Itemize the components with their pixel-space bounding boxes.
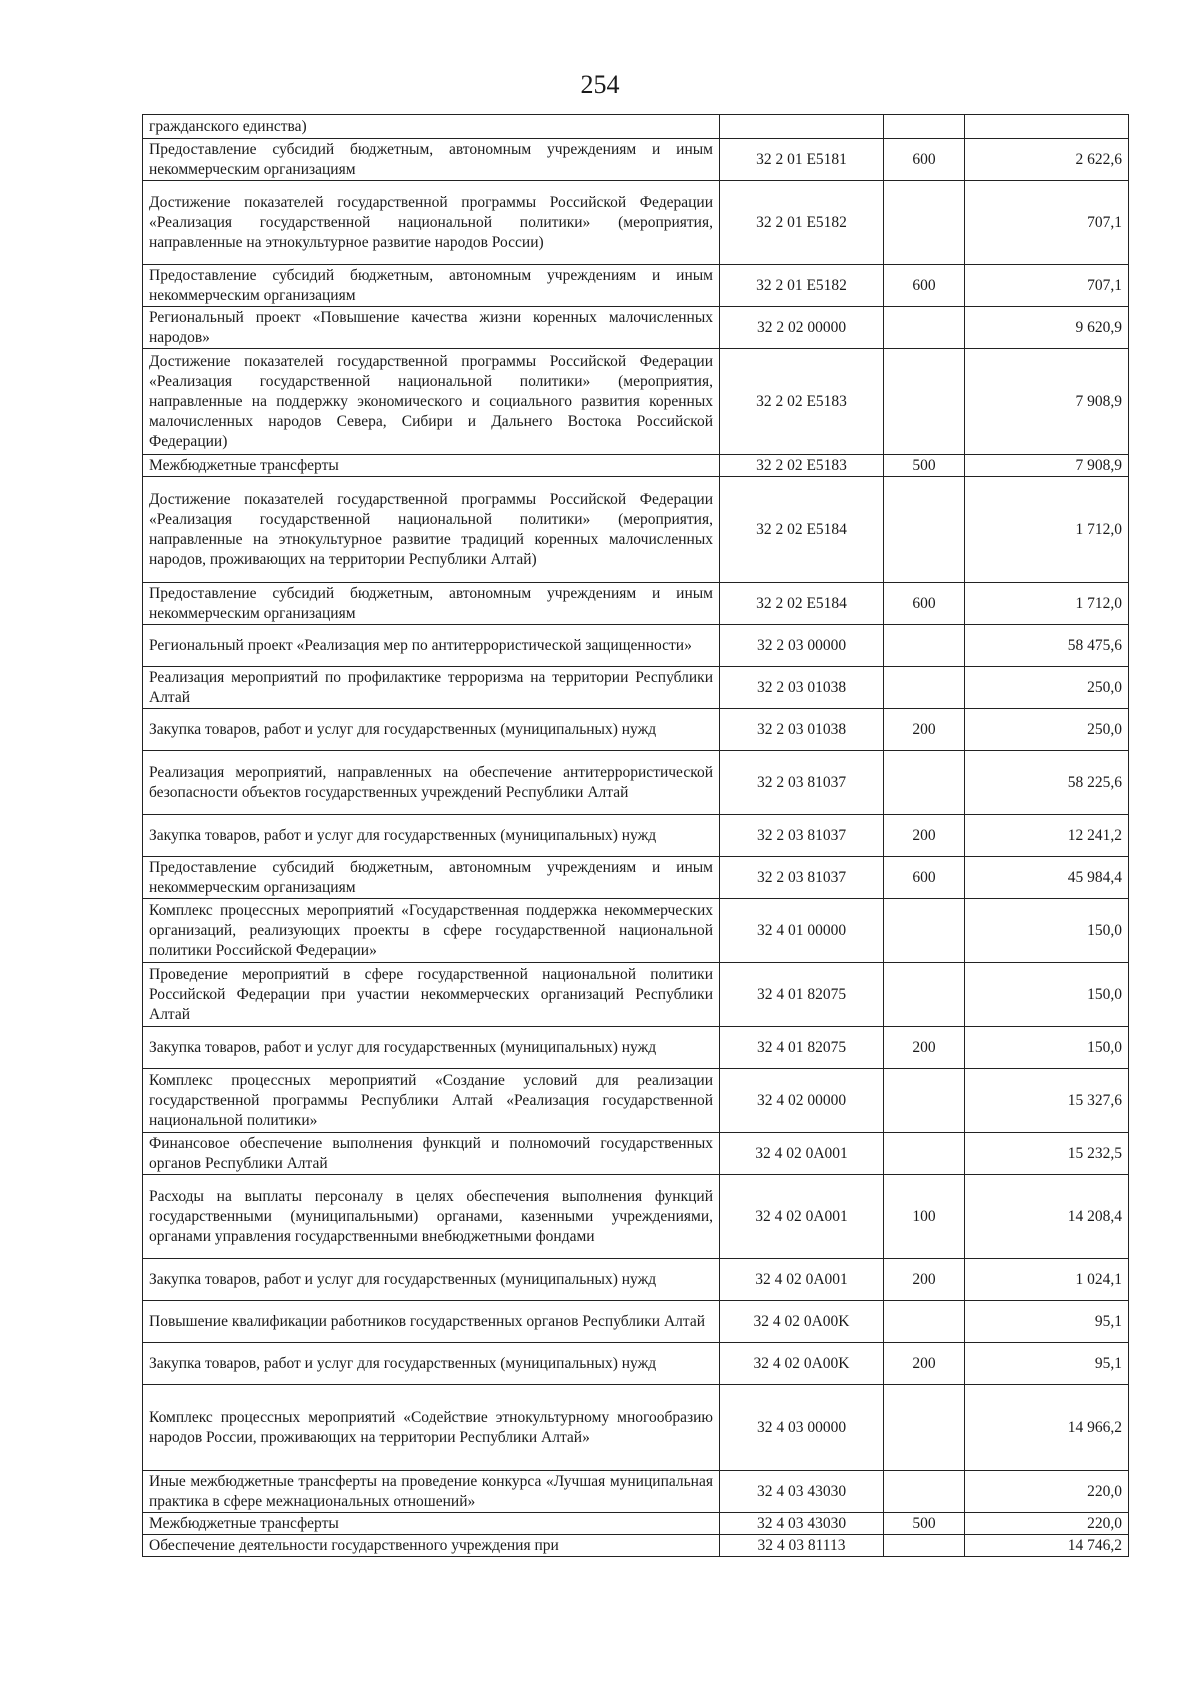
cell-name: Достижение показателей государственной программы Российской Федерации «Реализация государственной национальной политики» (мероприятия, направленные на этнокультурное развитие народов России)	[143, 181, 720, 265]
cell-code: 32 4 03 00000	[720, 1385, 884, 1471]
cell-sum: 9 620,9	[965, 307, 1129, 349]
cell-sum: 150,0	[965, 963, 1129, 1027]
table-row	[143, 1471, 1129, 1513]
cell-code: 32 2 03 01038	[720, 667, 884, 709]
cell-code: 32 2 01 E5181	[720, 139, 884, 181]
cell-sum: 14 208,4	[965, 1175, 1129, 1259]
cell-name: Обеспечение деятельности государственного учреждения при	[143, 1535, 720, 1557]
cell-sum: 14 746,2	[965, 1535, 1129, 1557]
cell-sum: 220,0	[965, 1513, 1129, 1535]
cell-code: 32 4 02 0A001	[720, 1175, 884, 1259]
cell-code: 32 4 01 82075	[720, 963, 884, 1027]
cell-name: Закупка товаров, работ и услуг для государственных (муниципальных) нужд	[143, 1343, 720, 1385]
table-row	[143, 815, 1129, 857]
cell-expense-type	[884, 625, 965, 667]
cell-code: 32 4 03 43030	[720, 1513, 884, 1535]
cell-name: Предоставление субсидий бюджетным, автономным учреждениям и иным некоммерческим организациям	[143, 583, 720, 625]
cell-code: 32 2 02 E5183	[720, 455, 884, 477]
cell-sum: 2 622,6	[965, 139, 1129, 181]
cell-expense-type	[884, 899, 965, 963]
table-row	[143, 477, 1129, 583]
cell-name: Межбюджетные трансферты	[143, 1513, 720, 1535]
cell-code: 32 2 01 E5182	[720, 265, 884, 307]
cell-name: Комплекс процессных мероприятий «Государственная поддержка некоммерческих организаций, реализующих проекты в сфере государственной национальной политики Российской Федерации»	[143, 899, 720, 963]
cell-sum: 95,1	[965, 1343, 1129, 1385]
table-row	[143, 1343, 1129, 1385]
table-row	[143, 455, 1129, 477]
cell-sum: 58 225,6	[965, 751, 1129, 815]
cell-expense-type	[884, 477, 965, 583]
cell-name: Расходы на выплаты персоналу в целях обеспечения выполнения функций государственными (муниципальными) органами, казенными учреждениями, органами управления государственными внебюджетными фондами	[143, 1175, 720, 1259]
cell-name: Региональный проект «Реализация мер по антитеррористической защищенности»	[143, 625, 720, 667]
cell-name: Комплекс процессных мероприятий «Содействие этнокультурному многообразию народов России, проживающих на территории Республики Алтай»	[143, 1385, 720, 1471]
cell-code: 32 2 02 E5183	[720, 349, 884, 455]
budget-table	[142, 114, 1129, 1557]
table-row	[143, 625, 1129, 667]
cell-code: 32 4 02 0A001	[720, 1133, 884, 1175]
cell-code: 32 2 03 01038	[720, 709, 884, 751]
cell-expense-type: 100	[884, 1175, 965, 1259]
cell-name: Финансовое обеспечение выполнения функций и полномочий государственных органов Республики Алтай	[143, 1133, 720, 1175]
cell-name: Предоставление субсидий бюджетным, автономным учреждениям и иным некоммерческим организациям	[143, 857, 720, 899]
cell-sum: 150,0	[965, 899, 1129, 963]
cell-name: Межбюджетные трансферты	[143, 455, 720, 477]
cell-sum: 1 024,1	[965, 1259, 1129, 1301]
cell-expense-type	[884, 1471, 965, 1513]
cell-expense-type	[884, 307, 965, 349]
cell-code: 32 4 03 43030	[720, 1471, 884, 1513]
cell-expense-type	[884, 349, 965, 455]
cell-name: Реализация мероприятий, направленных на обеспечение антитеррористической безопасности объектов государственных учреждений Республики Алтай	[143, 751, 720, 815]
table-row	[143, 1385, 1129, 1471]
cell-name: Предоставление субсидий бюджетным, автономным учреждениям и иным некоммерческим организациям	[143, 139, 720, 181]
cell-expense-type: 600	[884, 139, 965, 181]
table-row	[143, 667, 1129, 709]
cell-name: Реализация мероприятий по профилактике терроризма на территории Республики Алтай	[143, 667, 720, 709]
cell-expense-type: 200	[884, 815, 965, 857]
table-row	[143, 349, 1129, 455]
cell-expense-type	[884, 1133, 965, 1175]
cell-code: 32 2 03 00000	[720, 625, 884, 667]
cell-expense-type	[884, 963, 965, 1027]
cell-sum: 1 712,0	[965, 477, 1129, 583]
cell-expense-type	[884, 1069, 965, 1133]
table-row	[143, 307, 1129, 349]
cell-code	[720, 115, 884, 139]
table-row	[143, 139, 1129, 181]
cell-name: Закупка товаров, работ и услуг для государственных (муниципальных) нужд	[143, 1027, 720, 1069]
cell-expense-type: 600	[884, 857, 965, 899]
cell-sum: 1 712,0	[965, 583, 1129, 625]
cell-code: 32 4 03 81113	[720, 1535, 884, 1557]
cell-code: 32 2 02 E5184	[720, 583, 884, 625]
cell-name: Комплекс процессных мероприятий «Создание условий для реализации государственной программы Республики Алтай «Реализация государственной национальной политики»	[143, 1069, 720, 1133]
cell-expense-type	[884, 115, 965, 139]
cell-sum: 150,0	[965, 1027, 1129, 1069]
table-row	[143, 265, 1129, 307]
cell-expense-type	[884, 1535, 965, 1557]
cell-code: 32 2 02 E5184	[720, 477, 884, 583]
cell-code: 32 4 01 82075	[720, 1027, 884, 1069]
table-row	[143, 1301, 1129, 1343]
cell-code: 32 2 03 81037	[720, 857, 884, 899]
table-row	[143, 963, 1129, 1027]
cell-sum: 250,0	[965, 709, 1129, 751]
cell-expense-type: 600	[884, 265, 965, 307]
table-row	[143, 1027, 1129, 1069]
table-row	[143, 1133, 1129, 1175]
cell-sum: 220,0	[965, 1471, 1129, 1513]
cell-name: Региональный проект «Повышение качества жизни коренных малочисленных народов»	[143, 307, 720, 349]
cell-code: 32 2 01 E5182	[720, 181, 884, 265]
cell-sum: 14 966,2	[965, 1385, 1129, 1471]
cell-sum: 15 327,6	[965, 1069, 1129, 1133]
cell-sum: 45 984,4	[965, 857, 1129, 899]
cell-name: Повышение квалификации работников государственных органов Республики Алтай	[143, 1301, 720, 1343]
cell-code: 32 4 01 00000	[720, 899, 884, 963]
table-row	[143, 857, 1129, 899]
cell-name: Достижение показателей государственной программы Российской Федерации «Реализация государственной национальной политики» (мероприятия, направленные на этнокультурное развитие традиций коренных малочисленных народов, проживающих на территории Республики Алтай)	[143, 477, 720, 583]
cell-sum: 58 475,6	[965, 625, 1129, 667]
table-row	[143, 181, 1129, 265]
cell-expense-type: 200	[884, 1259, 965, 1301]
cell-expense-type	[884, 751, 965, 815]
cell-expense-type: 500	[884, 1513, 965, 1535]
table-row	[143, 1513, 1129, 1535]
cell-expense-type: 200	[884, 1343, 965, 1385]
cell-code: 32 4 02 0A00K	[720, 1343, 884, 1385]
table-row	[143, 1175, 1129, 1259]
cell-sum	[965, 115, 1129, 139]
cell-name: Проведение мероприятий в сфере государственной национальной политики Российской Федерации при участии некоммерческих организаций Республики Алтай	[143, 963, 720, 1027]
cell-sum: 12 241,2	[965, 815, 1129, 857]
table-row	[143, 709, 1129, 751]
cell-code: 32 4 02 0A00K	[720, 1301, 884, 1343]
cell-sum: 707,1	[965, 181, 1129, 265]
cell-expense-type	[884, 667, 965, 709]
table-row	[143, 899, 1129, 963]
cell-expense-type: 200	[884, 709, 965, 751]
table-row	[143, 1259, 1129, 1301]
cell-code: 32 4 02 0A001	[720, 1259, 884, 1301]
cell-expense-type: 600	[884, 583, 965, 625]
cell-sum: 250,0	[965, 667, 1129, 709]
cell-sum: 7 908,9	[965, 455, 1129, 477]
page-number: 254	[580, 70, 620, 99]
cell-code: 32 4 02 00000	[720, 1069, 884, 1133]
cell-name: Закупка товаров, работ и услуг для государственных (муниципальных) нужд	[143, 815, 720, 857]
cell-sum: 95,1	[965, 1301, 1129, 1343]
cell-name: Закупка товаров, работ и услуг для государственных (муниципальных) нужд	[143, 1259, 720, 1301]
cell-expense-type	[884, 1385, 965, 1471]
cell-name: Предоставление субсидий бюджетным, автономным учреждениям и иным некоммерческим организациям	[143, 265, 720, 307]
table-row	[143, 1069, 1129, 1133]
cell-name: Достижение показателей государственной программы Российской Федерации «Реализация государственной национальной политики» (мероприятия, направленные на поддержку экономического и социального развития коренных малочисленных народов Севера, Сибири и Дальнего Востока Российской Федерации)	[143, 349, 720, 455]
cell-sum: 707,1	[965, 265, 1129, 307]
cell-expense-type: 200	[884, 1027, 965, 1069]
cell-sum: 15 232,5	[965, 1133, 1129, 1175]
cell-name: Иные межбюджетные трансферты на проведение конкурса «Лучшая муниципальная практика в сфере межнациональных отношений»	[143, 1471, 720, 1513]
table-row	[143, 1535, 1129, 1557]
cell-name: гражданского единства)	[143, 115, 720, 139]
cell-code: 32 2 03 81037	[720, 751, 884, 815]
cell-expense-type	[884, 181, 965, 265]
cell-code: 32 2 02 00000	[720, 307, 884, 349]
table-row	[143, 115, 1129, 139]
cell-expense-type	[884, 1301, 965, 1343]
cell-code: 32 2 03 81037	[720, 815, 884, 857]
cell-name: Закупка товаров, работ и услуг для государственных (муниципальных) нужд	[143, 709, 720, 751]
table-row	[143, 751, 1129, 815]
table-row	[143, 583, 1129, 625]
cell-expense-type: 500	[884, 455, 965, 477]
cell-sum: 7 908,9	[965, 349, 1129, 455]
